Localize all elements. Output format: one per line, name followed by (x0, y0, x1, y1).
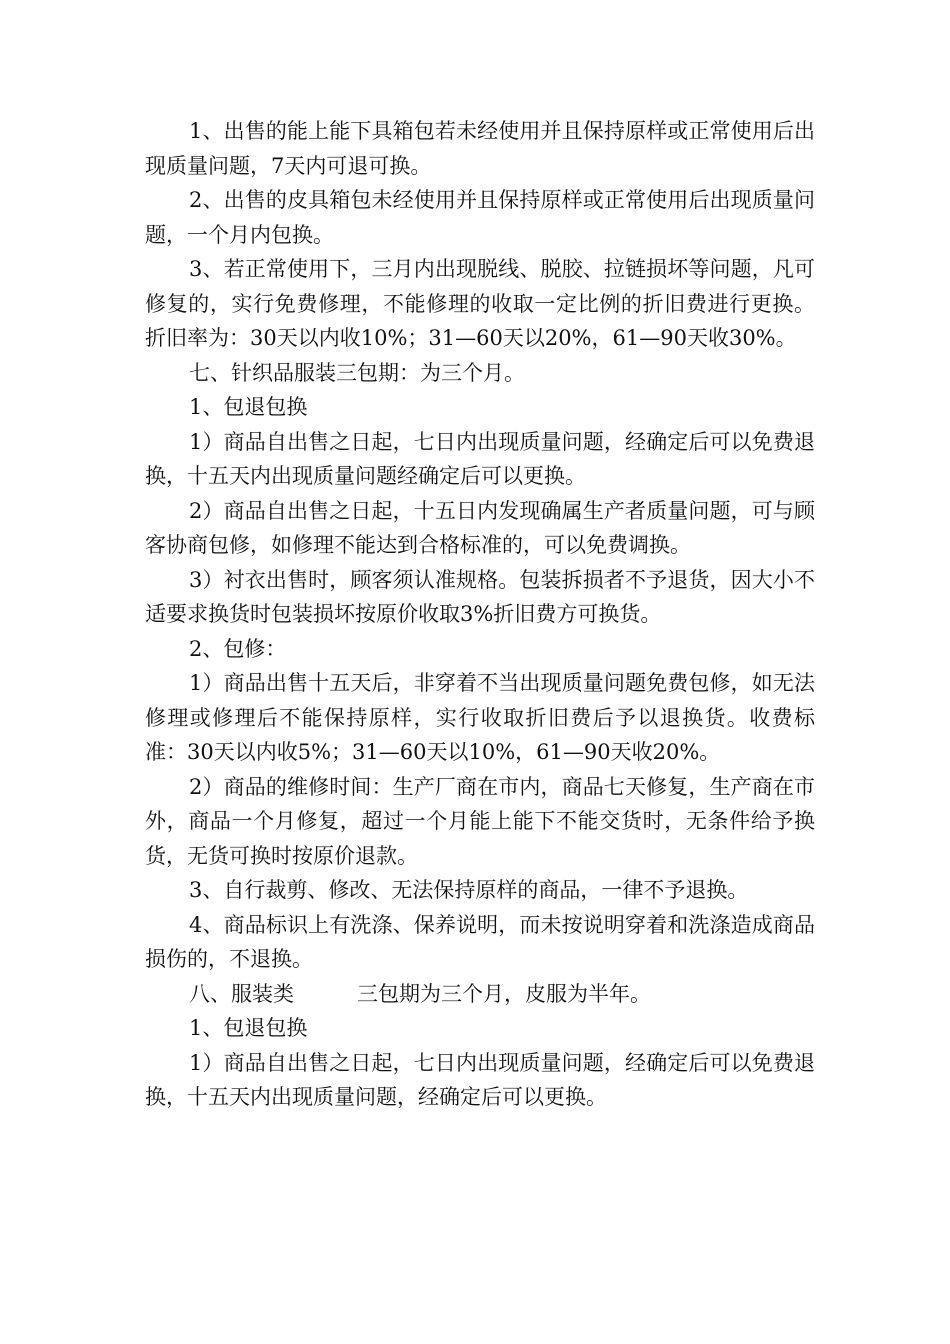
paragraph-luggage-1: 1、出售的能上能下具箱包若未经使用并且保持原样或正常使用后出现质量问题，7天内可退可换。 (145, 119, 815, 178)
paragraph-knitwear-repair-2: 2）商品的维修时间：生产厂商在市内，商品七天修复，生产商在市外，商品一个月修复，超过一个月能上能下不能交货时，无条件给予换货，无货可换时按原价退款。 (145, 774, 815, 868)
paragraph-knitwear-return-1: 1）商品自出售之日起，七日内出现质量问题，经确定后可以免费退换，十五天内出现质量问题经确定后可以更换。 (145, 429, 815, 488)
paragraph-knitwear-rule-4: 4、商品标识上有洗涤、保养说明，而未按说明穿着和洗涤造成商品损伤的，不退换。 (145, 912, 815, 971)
section-heading-knitwear: 七、针织品服装三包期：为三个月。 (189, 360, 525, 385)
subheading-repair: 2、包修： (189, 636, 287, 661)
paragraph-knitwear-return-2: 2）商品自出售之日起，十五日内发现确属生产者质量问题，可与顾客协商包修，如修理不能达到合格标准的，可以免费调换。 (145, 498, 815, 557)
paragraph-knitwear-rule-3: 3、自行裁剪、修改、无法保持原样的商品，一律不予退换。 (189, 878, 749, 902)
paragraph-clothing-return-1: 1）商品自出售之日起，七日内出现质量问题，经确定后可以免费退换，十五天内出现质量问题，经确定后可以更换。 (145, 1050, 815, 1109)
subheading-clothing-return-exchange: 1、包退包换 (189, 1016, 308, 1040)
paragraph-knitwear-return-3: 3）衬衣出售时，顾客须认准规格。包装拆损者不予退货，因大小不适要求换货时包装损坏按原价收取3%折旧费方可换货。 (145, 567, 815, 626)
paragraph-luggage-2: 2、出售的皮具箱包未经使用并且保持原样或正常使用后出现质量问题，一个月内包换。 (145, 188, 815, 247)
document-body (145, 114, 815, 1115)
paragraph-luggage-3: 3、若正常使用下，三月内出现脱线、脱胶、拉链损坏等问题，凡可修复的，实行免费修理，不能修理的收取一定比例的折旧费进行更换。折旧率为：30天以内收10%；31—60天以20%，61—90天收30%。 (145, 257, 815, 350)
subheading-return-exchange: 1、包退包换 (189, 395, 308, 419)
paragraph-knitwear-repair-1: 1）商品出售十五天后，非穿着不当出现质量问题免费包修，如无法修理或修理后不能保持原样，实行收取折旧费后予以退换货。收费标准：30天以内收5%；31—60天以10%，61—90天收20%。 (145, 671, 815, 764)
section-heading-clothing: 八、服装类 三包期为三个月，皮服为半年。 (189, 981, 651, 1006)
